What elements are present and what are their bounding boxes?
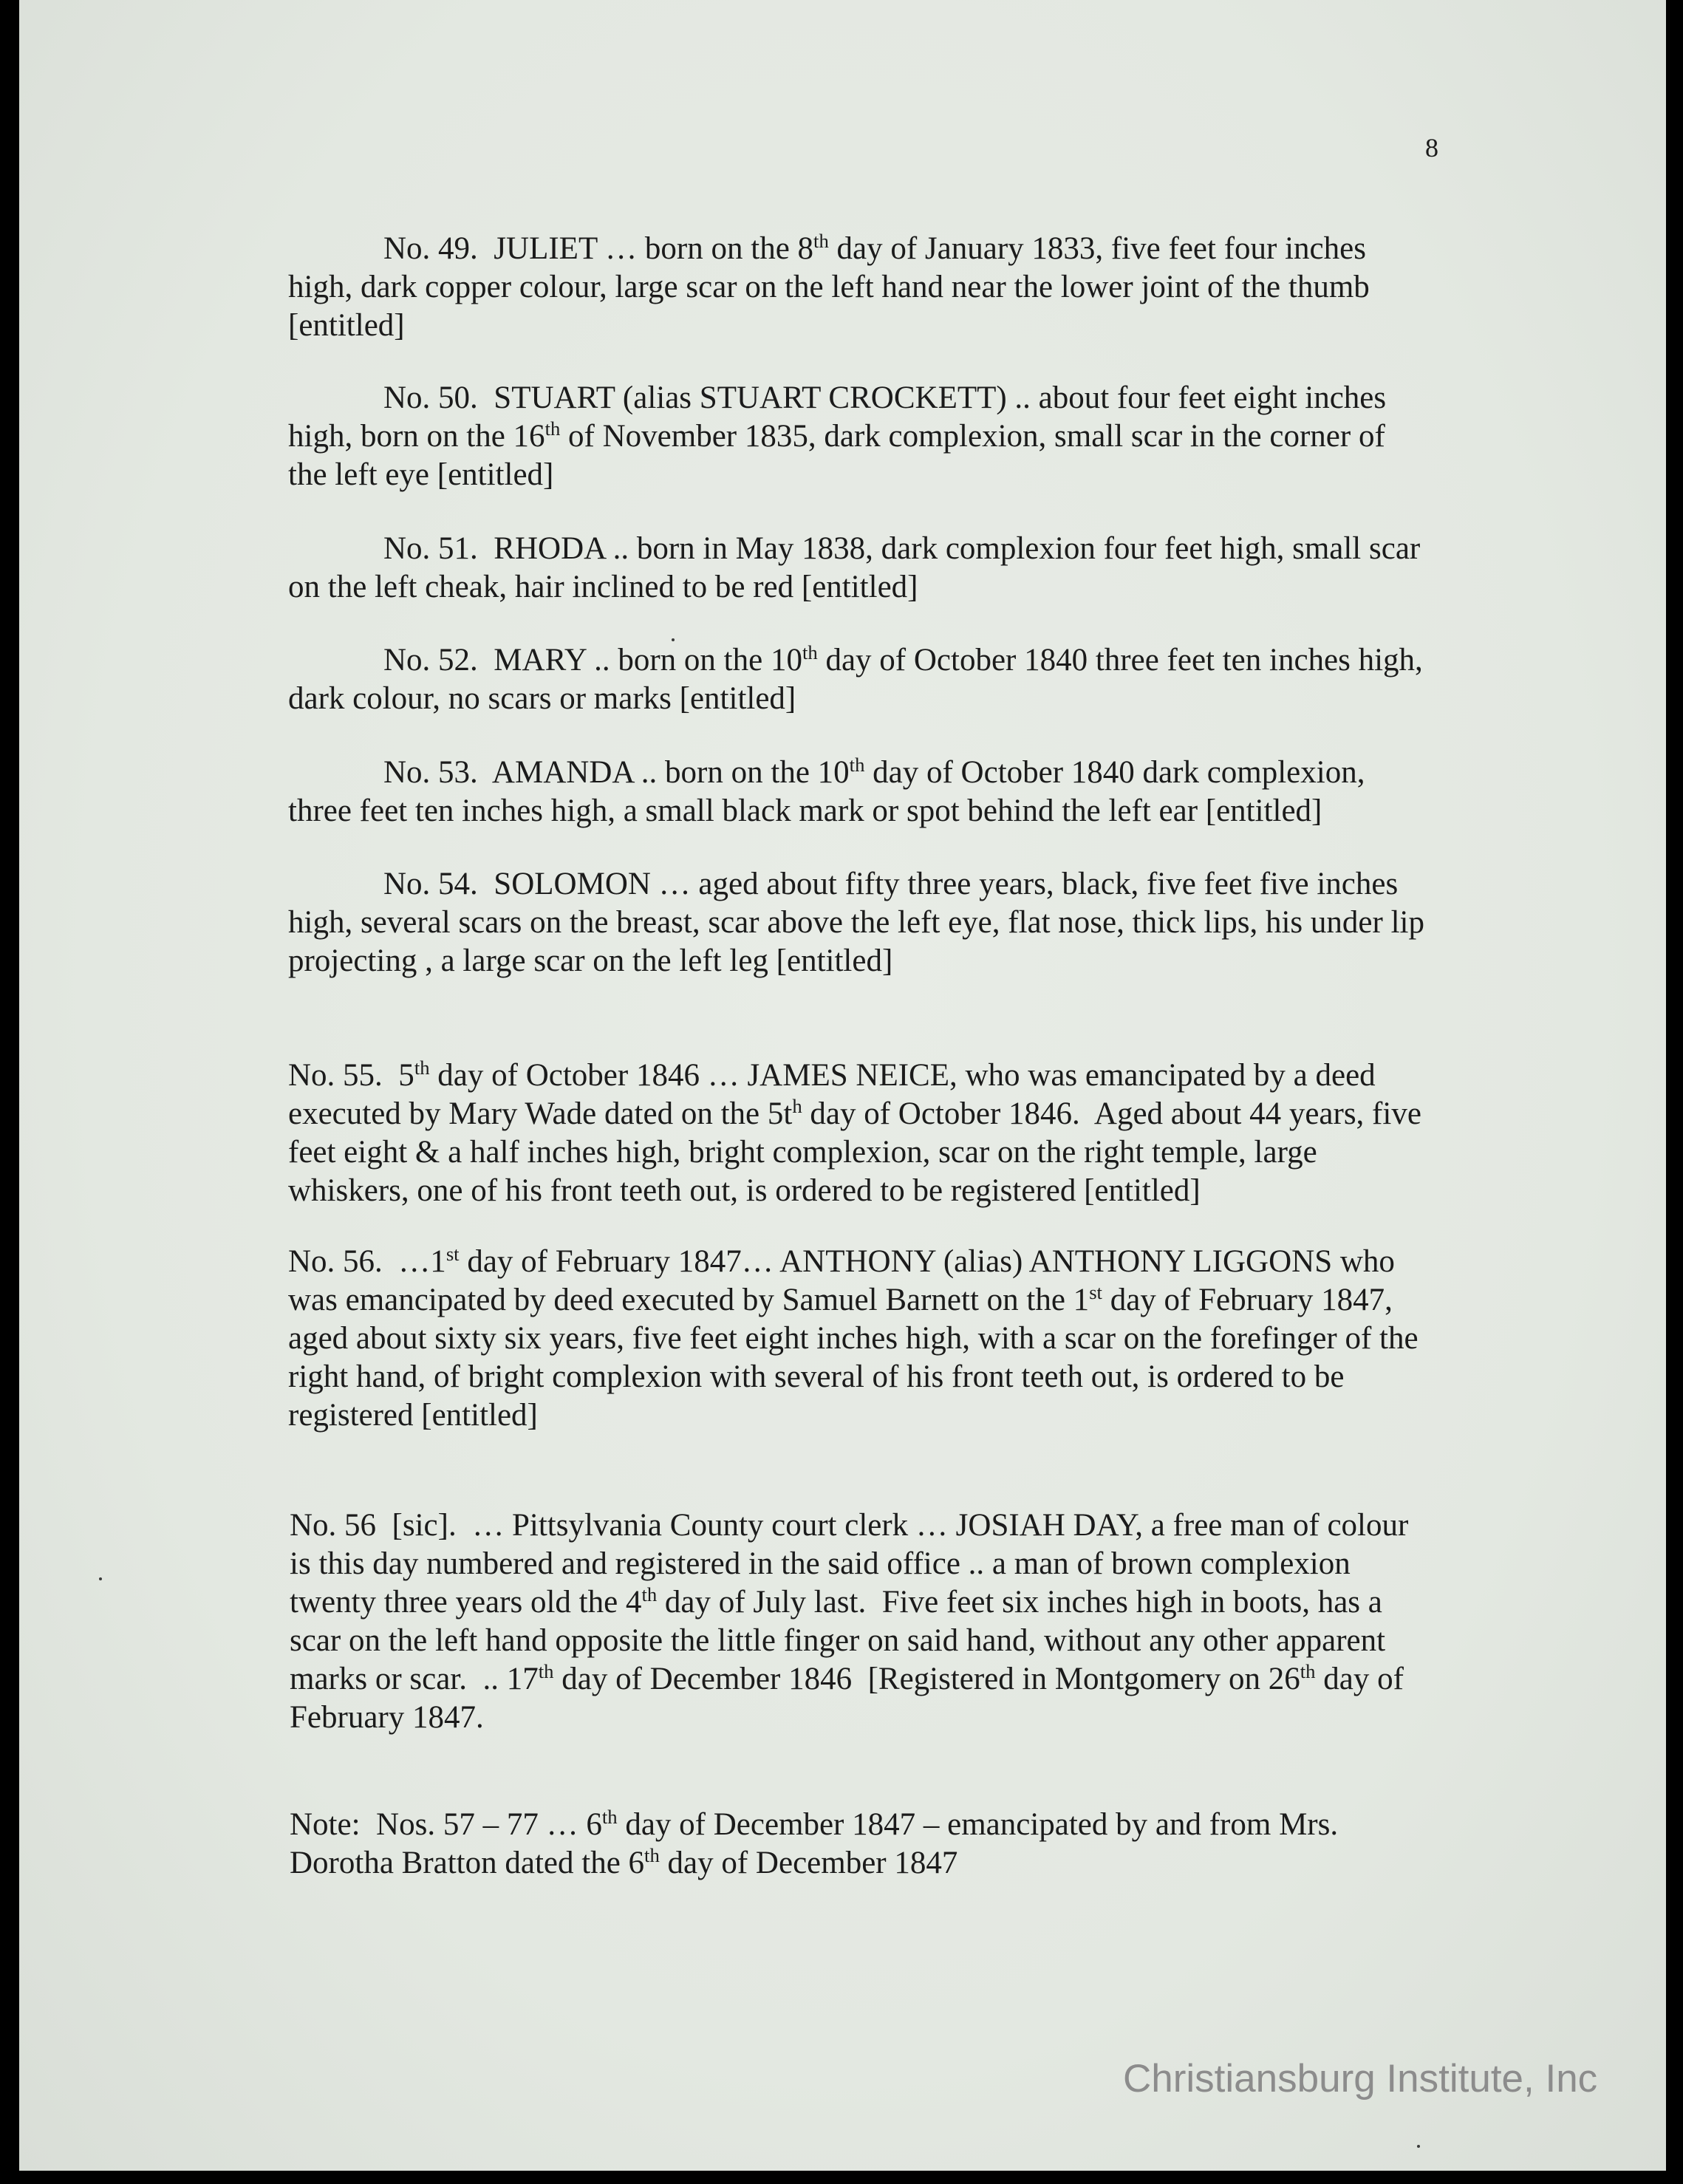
text-line [288, 680, 1423, 718]
superscript: th [544, 417, 561, 440]
scan-speck [672, 638, 675, 641]
superscript: th [601, 1806, 618, 1829]
text-line [290, 1545, 1408, 1583]
text-line [290, 1806, 1338, 1844]
text-line [288, 1281, 1419, 1320]
watermark-text: Christiansburg Institute, Inc [1123, 2057, 1598, 2101]
text-run: day of October 1840 three feet ten inches high, [817, 643, 1423, 678]
entry-no-53 [288, 754, 1365, 830]
entry-no-54 [288, 865, 1424, 980]
text-run: right hand, of bright complexion with several of his front teeth out, is ordered to be [288, 1359, 1345, 1394]
superscript: h [792, 1095, 802, 1118]
text-run: No. 56. …1 [288, 1244, 446, 1279]
text-line [290, 1660, 1408, 1699]
text-line [288, 865, 1424, 904]
text-run: No. 50. STUART (alias STUART CROCKETT) .. about four feet eight inches [383, 381, 1387, 415]
superscript: th [1300, 1660, 1316, 1683]
entry-note [290, 1806, 1338, 1883]
text-run: projecting , a large scar on the left leg [entitled] [288, 943, 893, 978]
entry-no-51 [288, 530, 1420, 607]
text-line [288, 792, 1365, 830]
text-run: high, several scars on the breast, scar above the left eye, flat nose, thick lips, his under lip [288, 905, 1424, 940]
text-line [288, 1358, 1419, 1396]
text-line [288, 530, 1420, 568]
text-run: scar on the left hand opposite the little finger on said hand, without any other apparent [290, 1623, 1386, 1658]
text-line [290, 1699, 1408, 1737]
entry-no-56-sic [290, 1506, 1408, 1737]
text-line [288, 1095, 1421, 1133]
text-run: day of [1315, 1662, 1404, 1696]
text-line [288, 641, 1423, 680]
text-line [288, 268, 1370, 307]
text-run: twenty three years old the 4 [290, 1585, 642, 1620]
text-run: high, dark copper colour, large scar on the left hand near the lower joint of the thumb [288, 270, 1370, 304]
text-run: dark colour, no scars or marks [entitled] [288, 681, 796, 716]
text-line [288, 456, 1386, 494]
text-run: whiskers, one of his front teeth out, is ordered to be registered [entitled] [288, 1173, 1201, 1208]
text-run: Dorotha Bratton dated the 6 [290, 1846, 645, 1880]
text-run: day of February 1847, [1102, 1283, 1393, 1317]
text-line [288, 1320, 1419, 1358]
text-run: marks or scar. .. 17 [290, 1662, 539, 1696]
text-run: day of December 1847 – emancipated by and from Mrs. [617, 1807, 1339, 1842]
text-line [288, 1172, 1421, 1210]
text-line [290, 1622, 1408, 1660]
text-run: February 1847. [290, 1700, 484, 1735]
superscript: th [813, 230, 829, 253]
entry-no-55 [288, 1057, 1421, 1210]
text-run: executed by Mary Wade dated on the 5t [288, 1096, 793, 1131]
text-run: the left eye [entitled] [288, 457, 554, 492]
superscript: th [849, 754, 865, 777]
text-line [290, 1844, 1338, 1883]
text-run: Note: Nos. 57 – 77 … 6 [290, 1807, 602, 1842]
text-run: three feet ten inches high, a small black mark or spot behind the left ear [entitled] [288, 794, 1322, 828]
text-line [290, 1583, 1408, 1622]
text-run: on the left cheak, hair inclined to be red [entitled] [288, 570, 918, 604]
text-line [288, 942, 1424, 980]
text-run: registered [entitled] [288, 1398, 538, 1433]
text-run: day of October 1846 … JAMES NEICE, who was emancipated by a deed [429, 1058, 1376, 1093]
page-number: 8 [1425, 133, 1438, 163]
text-line [290, 1506, 1408, 1545]
text-line [288, 417, 1386, 456]
text-line [288, 1057, 1421, 1095]
text-line [288, 568, 1420, 607]
text-run: No. 49. JULIET … born on the 8 [383, 231, 814, 266]
text-run: [entitled] [288, 308, 405, 343]
entry-no-56 [288, 1243, 1419, 1435]
text-line [288, 1243, 1419, 1281]
text-run: was emancipated by deed executed by Samuel Barnett on the 1 [288, 1283, 1090, 1317]
text-run: day of February 1847… ANTHONY (alias) ANTHONY LIGGONS who [459, 1244, 1395, 1279]
text-line [288, 1396, 1419, 1435]
text-run: No. 51. RHODA .. born in May 1838, dark complexion four feet high, small scar [383, 531, 1421, 566]
superscript: st [1089, 1281, 1102, 1304]
superscript: th [644, 1844, 660, 1867]
text-run: day of December 1847 [659, 1846, 958, 1880]
superscript: th [538, 1660, 554, 1683]
text-line [288, 230, 1370, 268]
text-run: is this day numbered and registered in the said office .. a man of brown complexion [290, 1546, 1351, 1581]
text-run: high, born on the 16 [288, 419, 545, 454]
text-run: feet eight & a half inches high, bright complexion, scar on the right temple, large [288, 1135, 1317, 1170]
scan-speck [1417, 2145, 1420, 2148]
text-line [288, 307, 1370, 345]
entry-no-49 [288, 230, 1370, 345]
text-run: No. 52. MARY .. born on the 10 [383, 643, 802, 678]
text-run: day of October 1846. Aged about 44 years, five [802, 1096, 1421, 1131]
text-run: aged about sixty six years, five feet eight inches high, with a scar on the forefinger of the [288, 1321, 1419, 1356]
text-run: No. 56 [sic]. … Pittsylvania County court clerk … JOSIAH DAY, a free man of colour [290, 1508, 1409, 1543]
text-run: day of October 1840 dark complexion, [864, 755, 1365, 790]
text-line [288, 1133, 1421, 1172]
text-line [288, 379, 1386, 417]
text-run: No. 54. SOLOMON … aged about fifty three years, black, five feet five inches [383, 867, 1399, 901]
text-run: day of January 1833, five feet four inches [828, 231, 1366, 266]
text-line [288, 754, 1365, 792]
superscript: st [446, 1243, 460, 1266]
text-run: of November 1835, dark complexion, small scar in the corner of [560, 419, 1385, 454]
text-run: day of December 1846 [Registered in Montgomery on 26 [553, 1662, 1300, 1696]
superscript: th [641, 1583, 658, 1606]
entry-no-50 [288, 379, 1386, 494]
superscript: th [802, 641, 818, 664]
text-run: day of July last. Five feet six inches high in boots, has a [657, 1585, 1382, 1620]
scan-speck [99, 1577, 102, 1580]
superscript: th [414, 1057, 430, 1079]
text-run: No. 55. 5 [288, 1058, 414, 1093]
entry-no-52 [288, 641, 1423, 718]
text-run: No. 53. AMANDA .. born on the 10 [383, 755, 850, 790]
text-line [288, 904, 1424, 942]
